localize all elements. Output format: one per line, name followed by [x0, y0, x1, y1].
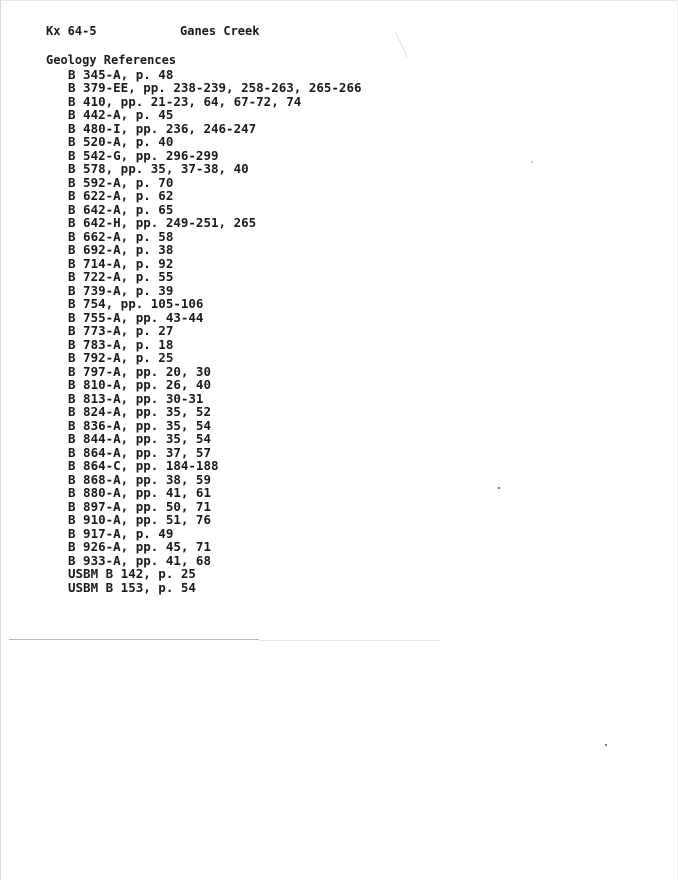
reference-item: B 592-A, p. 70	[68, 174, 174, 190]
fold-line	[9, 639, 259, 640]
reference-item: B 783-A, p. 18	[68, 336, 174, 352]
reference-item: B 824-A, pp. 35, 52	[68, 404, 211, 419]
reference-item: B 542-G, pp. 296-299	[68, 147, 219, 163]
card-header	[46, 24, 259, 38]
reference-item: B 410, pp. 21-23, 64, 67-72, 74	[68, 93, 302, 109]
location-name: Ganes Creek	[180, 24, 260, 38]
fold-line-faint	[259, 640, 439, 641]
reference-item: B 714-A, p. 92	[68, 255, 174, 271]
reference-item: B 868-A, pp. 38, 59	[68, 471, 211, 487]
reference-item: B 897-A, pp. 50, 71	[68, 498, 211, 514]
reference-list	[68, 68, 362, 595]
reference-item: B 797-A, pp. 20, 30	[68, 363, 211, 379]
reference-item: B 622-A, p. 62	[68, 188, 174, 203]
reference-item: B 345-A, p. 48	[68, 66, 174, 82]
reference-item: B 792-A, p. 25	[68, 350, 174, 365]
reference-item: B 662-A, p. 58	[68, 228, 174, 244]
reference-item: B 864-C, pp. 184-188	[68, 458, 219, 473]
reference-item: B 933-A, pp. 41, 68	[68, 552, 211, 568]
reference-item: B 379-EE, pp. 238-239, 258-263, 265-266	[68, 80, 362, 95]
reference-item: B 442-A, p. 45	[68, 107, 174, 122]
reference-item: B 880-A, pp. 41, 61	[68, 485, 211, 500]
reference-item: B 739-A, p. 39	[68, 282, 174, 298]
reference-item: B 810-A, pp. 26, 40	[68, 377, 211, 392]
reference-item: B 578, pp. 35, 37-38, 40	[68, 161, 249, 176]
reference-item: B 926-A, pp. 45, 71	[68, 539, 211, 554]
reference-item: B 864-A, pp. 37, 57	[68, 444, 211, 460]
scan-speck	[531, 161, 533, 163]
reference-item: B 642-H, pp. 249-251, 265	[68, 215, 257, 230]
record-code: Kx 64-5	[46, 24, 97, 38]
reference-item: B 773-A, p. 27	[68, 323, 174, 338]
reference-item: B 722-A, p. 55	[68, 269, 174, 284]
reference-item: B 813-A, pp. 30-31	[68, 390, 204, 406]
reference-item: B 917-A, p. 49	[68, 525, 174, 541]
reference-item: USBM B 153, p. 54	[68, 579, 196, 595]
reference-item: B 844-A, pp. 35, 54	[68, 431, 211, 446]
scan-speck	[498, 487, 500, 489]
reference-item: B 642-A, p. 65	[68, 201, 174, 217]
reference-item: B 692-A, p. 38	[68, 242, 174, 257]
scan-speck	[605, 744, 607, 746]
section-title: Geology References	[46, 53, 177, 67]
reference-item: B 754, pp. 105-106	[68, 296, 204, 311]
reference-item: B 836-A, pp. 35, 54	[68, 417, 211, 433]
paper-crease	[395, 32, 408, 58]
reference-item: B 480-I, pp. 236, 246-247	[68, 120, 257, 136]
reference-item: B 755-A, pp. 43-44	[68, 309, 204, 325]
reference-item: B 910-A, pp. 51, 76	[68, 512, 211, 527]
reference-item: USBM B 142, p. 25	[68, 566, 196, 581]
reference-item: B 520-A, p. 40	[68, 134, 174, 149]
